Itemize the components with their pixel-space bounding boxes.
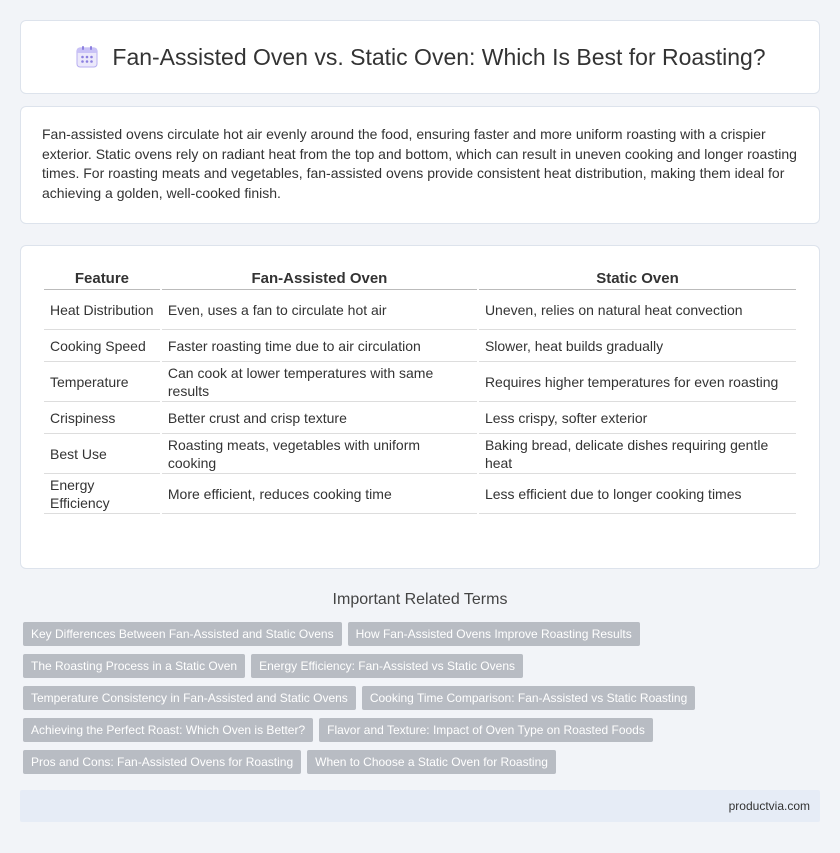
row-fan-cell: Even, uses a fan to circulate hot air [162,290,477,330]
table-row [44,402,796,434]
table-row [44,474,796,514]
row-feature-cell: Temperature [44,362,160,402]
row-feature-cell: Energy Efficiency [44,474,160,514]
tag-row [23,686,803,710]
row-static-cell: Uneven, relies on natural heat convection [479,290,796,330]
calendar-grid-icon [74,44,100,70]
related-term-link[interactable]: Cooking Time Comparison: Fan-Assisted vs Static Roasting [362,686,695,710]
row-static-cell: Less efficient due to longer cooking times [479,474,796,514]
row-static-cell: Less crispy, softer exterior [479,402,796,434]
row-static-cell: Slower, heat builds gradually [479,330,796,362]
row-static-cell: Requires higher temperatures for even roasting [479,362,796,402]
related-term-link[interactable]: Energy Efficiency: Fan-Assisted vs Static Ovens [251,654,523,678]
row-fan-cell: Faster roasting time due to air circulation [162,330,477,362]
table-row [44,290,796,330]
related-term-link[interactable]: Temperature Consistency in Fan-Assisted and Static Ovens [23,686,356,710]
related-term-link[interactable]: When to Choose a Static Oven for Roasting [307,750,556,774]
row-feature-cell: Cooking Speed [44,330,160,362]
comparison-table-card [20,245,820,569]
column-header-static: Static Oven [479,266,796,290]
tag-row [23,622,803,646]
related-term-link[interactable]: The Roasting Process in a Static Oven [23,654,245,678]
row-feature-cell: Crispiness [44,402,160,434]
row-fan-cell: Roasting meats, vegetables with uniform cooking [162,434,477,474]
header-card [20,20,820,94]
table-row [44,362,796,402]
row-static-cell: Baking bread, delicate dishes requiring gentle heat [479,434,796,474]
related-term-link[interactable]: Pros and Cons: Fan-Assisted Ovens for Roasting [23,750,301,774]
related-term-link[interactable]: Achieving the Perfect Roast: Which Oven is Better? [23,718,313,742]
footer-site-link[interactable]: productvia.com [728,799,810,813]
related-term-link[interactable]: Key Differences Between Fan-Assisted and Static Ovens [23,622,342,646]
row-fan-cell: Better crust and crisp texture [162,402,477,434]
column-header-feature: Feature [44,266,160,290]
row-feature-cell: Best Use [44,434,160,474]
tag-row [23,718,803,742]
page-title: Fan-Assisted Oven vs. Static Oven: Which Is Best for Roasting? [112,43,766,70]
row-fan-cell: More efficient, reduces cooking time [162,474,477,514]
intro-paragraph: Fan-assisted ovens circulate hot air evenly around the food, ensuring faster and more uniform roasting with a crispier exterior. Static ovens rely on radiant heat from the top and bottom, which can result in uneven cooking and longer roasting times. For roasting meats and vegetables, fan-assisted ovens provide consistent heat distribution, making them ideal for achieving a golden, well-cooked finish. [42,126,797,201]
table-row [44,330,796,362]
tag-row [23,750,803,774]
related-terms-title: Important Related Terms [332,591,508,608]
table-row [44,434,796,474]
column-header-fan-assisted: Fan-Assisted Oven [162,266,477,290]
row-feature-cell: Heat Distribution [44,290,160,330]
row-fan-cell: Can cook at lower temperatures with same results [162,362,477,402]
intro-card [20,106,820,224]
related-term-link[interactable]: Flavor and Texture: Impact of Oven Type on Roasted Foods [319,718,653,742]
comparison-table [42,266,798,514]
tag-row [23,654,803,678]
related-terms-tags [23,622,803,782]
related-term-link[interactable]: How Fan-Assisted Ovens Improve Roasting Results [348,622,640,646]
footer [20,790,820,822]
